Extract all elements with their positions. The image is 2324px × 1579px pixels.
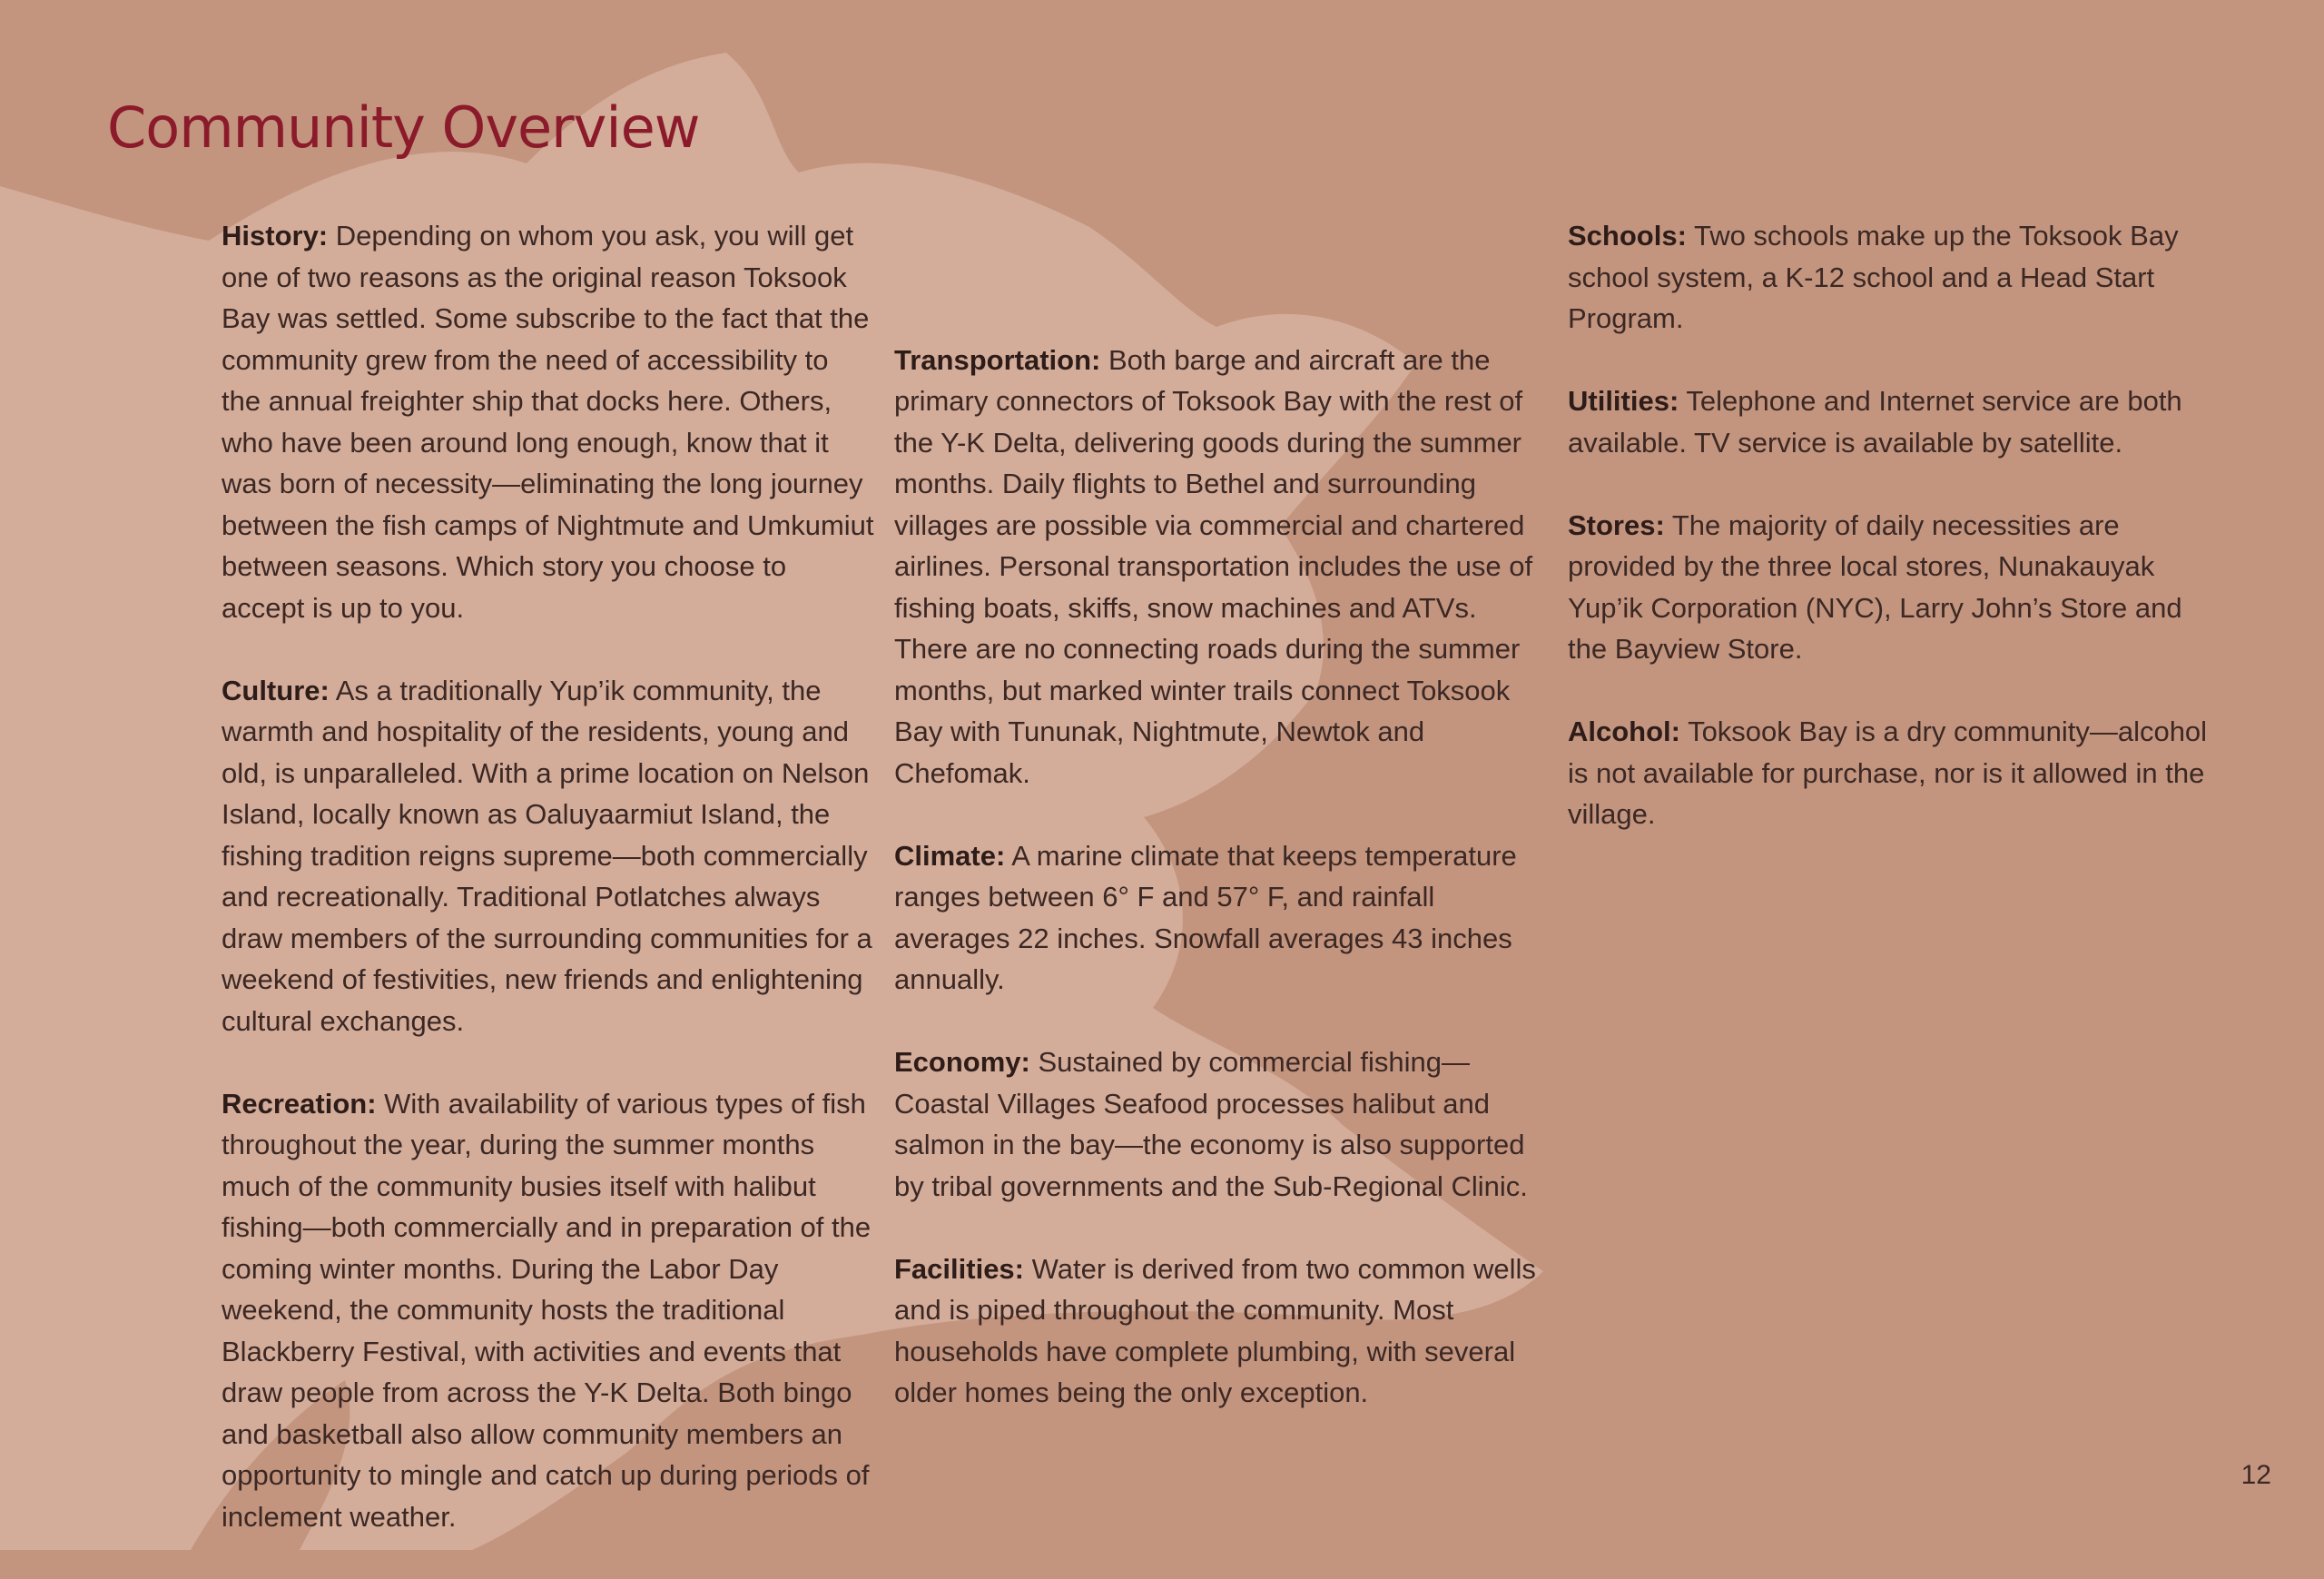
- history-paragraph: [222, 215, 875, 628]
- column-left: [222, 215, 875, 1579]
- economy-text: Sustained by commercial fishing—Coastal Villages Seafood processes halibut and salmon in the bay—the economy is also supported by tribal governments and the Sub-Regional Clinic.: [894, 1046, 1528, 1202]
- culture-label: Culture:: [222, 674, 330, 706]
- stores-label: Stores:: [1568, 508, 1665, 541]
- transportation-text: Both barge and aircraft are the primary connectors of Toksook Bay with the rest of the Y-K Delta, delivering goods during the summer months. Daily flights to Bethel and surrounding villages are possible via commercial and chartered airlines. Personal transportation includes the use of fishing boats, skiffs, snow machines and ATVs. There are no connecting roads during the summer months, but marked winter trails connect Toksook Bay with Tununak, Nightmute, Newtok and Chefomak.: [894, 343, 1533, 789]
- facilities-paragraph: [894, 1248, 1548, 1414]
- page-number: 12: [2240, 1460, 2271, 1490]
- transportation-paragraph: [894, 340, 1548, 794]
- stores-text: The majority of daily necessities are provided by the three local stores, Nunakauyak Yup’ik Corporation (NYC), Larry John’s Store and the Bayview Store.: [1568, 508, 2182, 665]
- alcohol-paragraph: [1568, 711, 2221, 835]
- schools-label: Schools:: [1568, 220, 1687, 252]
- utilities-paragraph: [1568, 380, 2221, 463]
- column-middle: [894, 340, 1548, 1456]
- alcohol-text: Toksook Bay is a dry community—alcohol is not available for purchase, nor is it allowed in the village.: [1568, 715, 2208, 830]
- culture-text: As a traditionally Yup’ik community, the warmth and hospitality of the residents, young and old, is unparalleled. With a prime location on Nelson Island, locally known as Oaluyaarmiut Island, the fishing tradition reigns supreme—both commercially and recreationally. Traditional Potlatches always draw members of the surrounding communities for a weekend of festivities, new friends and enlightening cultural exchanges.: [222, 674, 872, 1037]
- history-label: History:: [222, 220, 329, 252]
- column-right: [1568, 215, 2221, 876]
- culture-paragraph: [222, 670, 875, 1042]
- alcohol-label: Alcohol:: [1568, 715, 1680, 747]
- stores-paragraph: [1568, 505, 2221, 670]
- recreation-text: With availability of various types of fish throughout the year, during the summer months much of the community busies itself with halibut fishing—both commercially and in preparation of the coming winter months. During the Labor Day weekend, the community hosts the traditional Blackberry Festival, with activities and events that draw people from across the Y-K Delta. Both bingo and basketball also allow community members an opportunity to mingle and catch up during periods of inclement weather.: [222, 1087, 872, 1533]
- facilities-text: Water is derived from two common wells and is piped throughout the community. Most households have complete plumbing, with several older homes being the only exception.: [894, 1252, 1536, 1408]
- utilities-text: Telephone and Internet service are both available. TV service is available by satellite.: [1568, 385, 2182, 459]
- economy-label: Economy:: [894, 1046, 1030, 1078]
- climate-paragraph: [894, 835, 1548, 1001]
- climate-text: A marine climate that keeps temperature ranges between 6° F and 57° F, and rainfall averages 22 inches. Snowfall averages 43 inches annually.: [894, 839, 1517, 995]
- schools-paragraph: [1568, 215, 2221, 340]
- schools-text: Two schools make up the Toksook Bay school system, a K-12 school and a Head Start Program.: [1568, 220, 2179, 334]
- recreation-label: Recreation:: [222, 1087, 377, 1120]
- utilities-label: Utilities:: [1568, 385, 1679, 417]
- transportation-label: Transportation:: [894, 343, 1101, 376]
- economy-paragraph: [894, 1041, 1548, 1207]
- history-text: Depending on whom you ask, you will get one of two reasons as the original reason Toksook Bay was settled. Some subscribe to the fact that the community grew from the need of accessibility to the annual freighter ship that docks here. Others, who have been around long enough, know that it was born of necessity—eliminating the long journey between the fish camps of Nightmute and Umkumiut between seasons. Which story you choose to accept is up to you.: [222, 220, 874, 624]
- facilities-label: Facilities:: [894, 1252, 1024, 1285]
- page-title: Community Overview: [107, 94, 700, 161]
- recreation-paragraph: [222, 1083, 875, 1538]
- climate-label: Climate:: [894, 839, 1006, 872]
